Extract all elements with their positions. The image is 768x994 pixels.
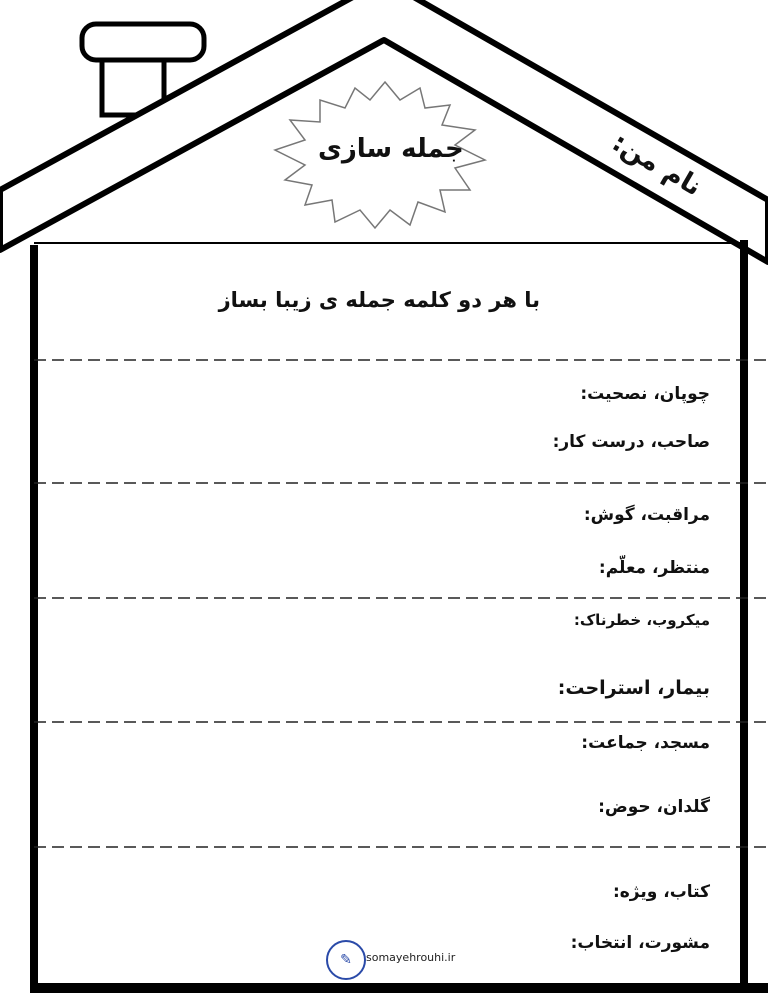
prompt-item: مراقبت، گوش: bbox=[583, 505, 710, 525]
prompt-item: مشورت، انتخاب: bbox=[570, 933, 710, 953]
prompt-item: میکروب، خطرناک: bbox=[573, 611, 710, 629]
prompt-item: صاحب، درست کار: bbox=[552, 432, 710, 452]
worksheet-title: جمله سازی bbox=[318, 134, 464, 164]
prompt-item: چوپان، نصحیت: bbox=[580, 384, 710, 404]
prompt-item: گلدان، حوض: bbox=[598, 797, 710, 817]
name-label: نام من: bbox=[607, 127, 707, 203]
prompt-item: مسجد، جماعت: bbox=[581, 733, 710, 753]
prompt-item: کتاب، ویژه: bbox=[612, 882, 710, 902]
website-label: somayehrouhi.ir bbox=[366, 951, 456, 964]
prompt-item: بیمار، استراحت: bbox=[557, 677, 710, 699]
site-logo: ✎ bbox=[326, 940, 366, 980]
chimney-cap bbox=[82, 24, 204, 60]
prompt-item: منتظر، معلّم: bbox=[598, 558, 710, 578]
instruction: با هر دو کلمه جمله ی زیبا بساز bbox=[218, 288, 540, 312]
